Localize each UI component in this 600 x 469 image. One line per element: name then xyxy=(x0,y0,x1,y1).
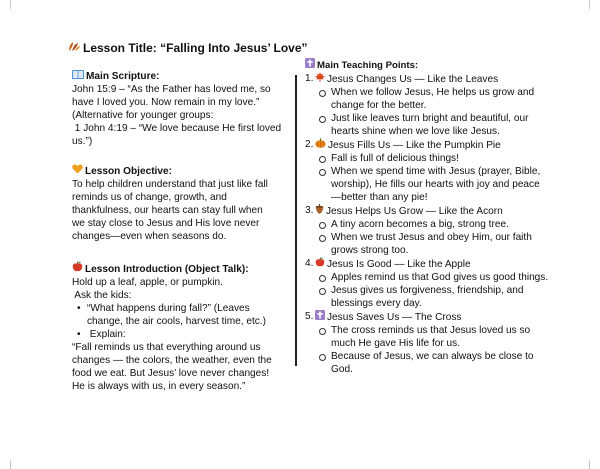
autumn-leaves-icon xyxy=(68,41,80,55)
explain-line: food we eat. But Jesus’ love never changes! xyxy=(72,368,270,379)
list-item: When we trust Jesus and obey Him, our faith grows strong too. xyxy=(305,231,585,257)
point-title: Jesus Fills Us — Like the Pumpkin Pie xyxy=(328,140,501,151)
left-column xyxy=(72,70,284,393)
list-item: Just like leaves turn bright and beautiful, our hearts shine when we love like Jesus. xyxy=(305,112,585,138)
explain-line: “Fall reminds us that everything around us xyxy=(72,342,261,353)
scripture-line: us.”) xyxy=(72,136,93,147)
list-item: Apples remind us that God gives us good things. xyxy=(305,271,585,284)
point-title: Jesus Saves Us — The Cross xyxy=(327,312,462,323)
teaching-point-2 xyxy=(305,138,585,152)
teaching-point-1 xyxy=(305,72,585,86)
introduction-line: Ask the kids: xyxy=(72,290,132,301)
bullet-line: • “What happens during fall?” (Leaves xyxy=(87,303,250,314)
scripture-line: John 15:9 – “As the Father has loved me, so xyxy=(72,84,271,95)
cross-icon xyxy=(315,310,325,322)
point-number: 1. xyxy=(305,73,314,84)
list-item: Because of Jesus, we can always be close to God. xyxy=(305,350,585,376)
list-item xyxy=(72,328,284,341)
explain-line: He is always with us, in every season.” xyxy=(72,381,246,392)
maple-leaf-icon xyxy=(315,72,325,84)
point-number: 4. xyxy=(305,258,314,269)
list-item xyxy=(72,302,284,328)
point-title: Jesus Helps Us Grow — Like the Acorn xyxy=(326,206,503,217)
point-title: Jesus Changes Us — Like the Leaves xyxy=(327,74,499,85)
crop-mark xyxy=(589,0,590,9)
objective-heading: Lesson Objective: xyxy=(72,164,284,178)
introduction-bullets xyxy=(72,302,284,341)
list-item: When we spend time with Jesus (prayer, Bible, worship), He fills our hearts with joy and peace —better than any pie! xyxy=(305,165,585,204)
cross-icon xyxy=(305,58,315,70)
bullet-line: • Explain: xyxy=(87,329,126,340)
teaching-point-3 xyxy=(305,204,585,218)
crop-mark xyxy=(10,460,11,469)
apple-icon xyxy=(72,261,83,274)
teaching-point-5 xyxy=(305,310,585,324)
crop-mark xyxy=(10,0,11,9)
point-number: 2. xyxy=(305,139,314,150)
list-item: A tiny acorn becomes a big, strong tree. xyxy=(305,218,585,231)
objective-line: thankfulness, our hearts can stay full when xyxy=(72,205,263,216)
scripture-line: 1 John 4:19 – “We love because He first loved xyxy=(72,123,282,134)
acorn-icon xyxy=(315,204,324,216)
teaching-point-4 xyxy=(305,257,585,271)
scripture-line: have I loved you. Now remain in my love.” xyxy=(72,97,260,108)
point-number: 3. xyxy=(305,205,314,216)
open-book-icon xyxy=(72,70,84,81)
column-divider xyxy=(295,75,297,366)
crop-mark xyxy=(589,460,590,469)
introduction-heading: Lesson Introduction (Object Talk): xyxy=(72,261,284,276)
right-column xyxy=(305,58,585,376)
list-item: Jesus gives us forgiveness, friendship, and blessings every day. xyxy=(305,284,585,310)
apple-icon xyxy=(315,257,325,269)
pumpkin-icon xyxy=(315,138,326,150)
introduction-line: Hold up a leaf, apple, or pumpkin. xyxy=(72,277,223,288)
lesson-title-text: Lesson Title: “Falling Into Jesus’ Love” xyxy=(83,41,308,55)
list-item: Fall is full of delicious things! xyxy=(305,152,585,165)
explain-line: changes — the colors, the weather, even the xyxy=(72,355,272,366)
scripture-heading: Main Scripture: xyxy=(72,70,284,83)
point-number: 5. xyxy=(305,311,314,322)
lesson-title xyxy=(68,41,308,55)
list-item: When we follow Jesus, He helps us grow and change for the better. xyxy=(305,86,585,112)
scripture-line: (Alternative for younger groups: xyxy=(72,110,214,121)
list-item: The cross reminds us that Jesus loved us so much He gave His life for us. xyxy=(305,324,585,350)
objective-line: changes—even when seasons do. xyxy=(72,231,227,242)
bullet-line: change, the air cools, harvest time, etc.) xyxy=(87,316,266,327)
objective-line: reminds us of change, growth, and xyxy=(72,192,227,203)
point-title: Jesus Is Good — Like the Apple xyxy=(327,259,471,270)
objective-line: we stay close to Jesus and His love never xyxy=(72,218,260,229)
teaching-heading: Main Teaching Points: xyxy=(305,58,585,72)
objective-line: To help children understand that just like fall xyxy=(72,179,268,190)
orange-heart-icon xyxy=(72,164,83,176)
